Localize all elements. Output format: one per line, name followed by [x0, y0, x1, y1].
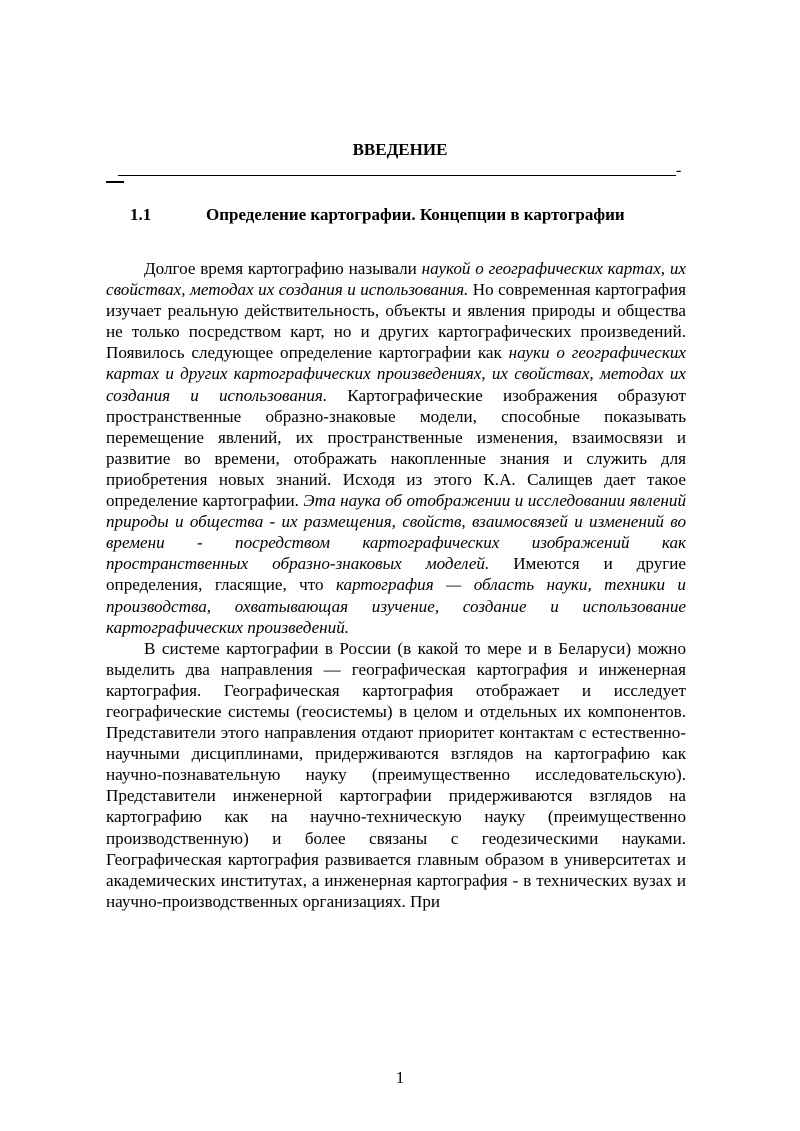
underline-left-mark: [106, 181, 124, 183]
section-number: 1.1: [130, 205, 152, 224]
page-number: 1: [395, 1068, 405, 1087]
paragraph-2: В системе картографии в России (в какой то мере и в Беларуси) можно выделить два направления — географическая картография и инженерная картография. Географическая картография отображает и исследует географические системы (геосистемы) в целом и отдельных их компонентов. Представители этого направления отдают приоритет контактам с естественно-научными дисциплинами, придерживаются взглядов на картографию как научно-познавательную науку (преимущественно исследовательскую). Представители инженерной картографии придерживаются взглядов на картографию как на научно-техническую науку (преимущественно производственную) и более связаны с геодезическими науками. Географическая картография развивается главным образом в университетах и академических институтах, а инженерная картография - в технических вузах и научно-производственных организациях. При: [106, 638, 686, 911]
p1-text-4: Имеются и другие определения, гласящие, что: [106, 554, 686, 595]
page-heading: ВВЕДЕНИЕ: [352, 140, 448, 159]
heading-underline: [118, 175, 676, 176]
paragraph-1: [106, 258, 686, 638]
section-title: Определение картографии. Концепции в картографии: [206, 205, 625, 224]
p1-italic-2: науки о географических картах и других картографических произведениях, их свойствах, методах их создания и использования.: [106, 343, 687, 405]
p1-text-3: Картографические изображения образуют пространственные образно-знаковые модели, способные показывать перемещение явлений, их пространственные изменения, взаимосвязи и развитие во времени, отображать накопленные знания и служить для приобретения новых знаний. Исходя из этого К.А. Салищев дает такое определение картографии.: [106, 385, 686, 511]
p1-italic-4: картография — область науки, техники и производства, охватывающая изучение, создание и использование картографических произведений.: [106, 575, 686, 637]
body-text: [106, 258, 686, 912]
p1-text-2: Но современная картография изучает реальную действительность, объекты и явления природы и общества не только посредством карт, но и других картографических произведений. Появилось следующее определение картографии как: [106, 280, 686, 363]
p1-italic-3: Эта наука об отображении и исследовании явлений природы и общества - их размещения, свойств, взаимосвязей и изменений во времени - посредством картографических изображений как пространственных образно-знаковых моделей.: [106, 491, 686, 574]
p1-text-1: Долгое время картографию называли: [144, 259, 422, 278]
p1-italic-1: наукой о географических картах, их свойствах, методах их создания и использования.: [106, 259, 686, 300]
underline-right-mark: -: [676, 162, 682, 179]
